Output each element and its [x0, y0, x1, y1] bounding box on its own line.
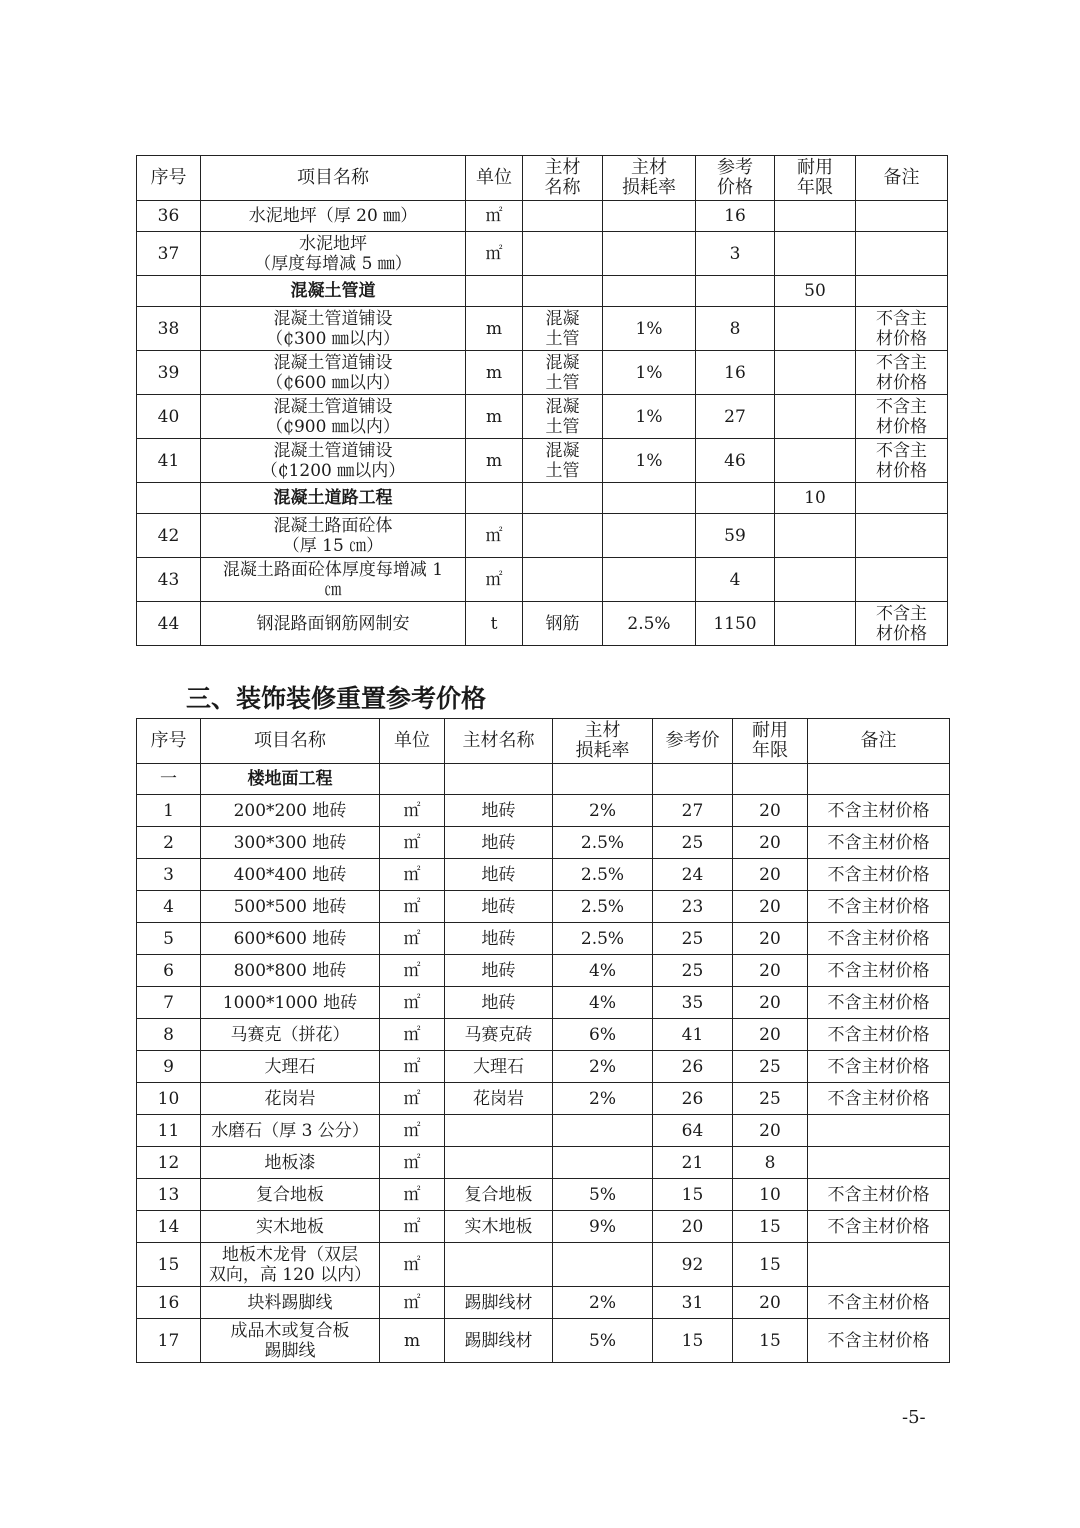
reference-price-cell	[696, 483, 775, 514]
loss-rate-cell: 4%	[553, 955, 653, 987]
material-name-cell	[523, 232, 603, 276]
row-number-cell: 38	[137, 307, 201, 351]
row-number-cell: 8	[137, 1019, 201, 1051]
service-life-cell: 20	[733, 827, 808, 859]
material-name-cell: 钢筋	[523, 602, 603, 646]
table-row	[137, 1147, 950, 1179]
item-name-cell: 水磨石（厚 3 公分）	[201, 1115, 380, 1147]
material-name-cell: 踢脚线材	[445, 1287, 553, 1319]
item-name-cell: 花岗岩	[201, 1083, 380, 1115]
reference-price-cell: 15	[653, 1319, 733, 1363]
reference-price-cell: 20	[653, 1211, 733, 1243]
table-row	[137, 795, 950, 827]
page-number: -5-	[902, 1407, 926, 1428]
service-life-cell: 8	[733, 1147, 808, 1179]
reference-price-cell: 64	[653, 1115, 733, 1147]
row-number-cell: 7	[137, 987, 201, 1019]
reference-price-table-1	[136, 155, 948, 646]
item-name-cell: 200*200 地砖	[201, 795, 380, 827]
reference-price-cell: 3	[696, 232, 775, 276]
item-name-cell: 混凝土管道铺设 （₵600 ㎜以内）	[201, 351, 466, 395]
row-number-cell: 4	[137, 891, 201, 923]
service-life-cell: 20	[733, 955, 808, 987]
table-row	[137, 602, 948, 646]
remark-cell	[856, 201, 948, 232]
service-life-cell: 25	[733, 1083, 808, 1115]
row-number-cell: 39	[137, 351, 201, 395]
reference-price-cell: 16	[696, 351, 775, 395]
unit-cell: m	[466, 351, 523, 395]
group-row	[137, 764, 950, 795]
material-name-cell: 地砖	[445, 827, 553, 859]
row-number-cell: 17	[137, 1319, 201, 1363]
row-number-cell: 9	[137, 1051, 201, 1083]
service-life-cell	[775, 307, 856, 351]
service-life-cell: 15	[733, 1243, 808, 1287]
unit-cell	[466, 483, 523, 514]
unit-cell: ㎡	[380, 795, 445, 827]
service-life-cell: 20	[733, 987, 808, 1019]
unit-cell: ㎡	[380, 1051, 445, 1083]
reference-price-cell: 24	[653, 859, 733, 891]
row-number-cell: 44	[137, 602, 201, 646]
service-life-cell	[775, 232, 856, 276]
service-life-cell: 10	[733, 1179, 808, 1211]
unit-cell: ㎡	[380, 1243, 445, 1287]
table-row	[137, 439, 948, 483]
remark-cell: 不含主 材价格	[856, 351, 948, 395]
remark-cell: 不含主材价格	[808, 1051, 950, 1083]
unit-cell: ㎡	[380, 1083, 445, 1115]
table-row	[137, 1243, 950, 1287]
loss-rate-cell: 1%	[603, 395, 696, 439]
table-row	[137, 307, 948, 351]
row-number-cell: 11	[137, 1115, 201, 1147]
unit-cell: ㎡	[380, 987, 445, 1019]
table-row	[137, 201, 948, 232]
remark-cell: 不含主材价格	[808, 795, 950, 827]
item-name-cell: 混凝土管道铺设 （₵900 ㎜以内）	[201, 395, 466, 439]
unit-cell: ㎡	[466, 201, 523, 232]
loss-rate-cell: 2.5%	[553, 891, 653, 923]
column-header-service-life: 耐用 年限	[733, 719, 808, 764]
table-row	[137, 859, 950, 891]
row-number-cell	[137, 483, 201, 514]
material-name-cell	[523, 558, 603, 602]
row-number-cell: 16	[137, 1287, 201, 1319]
material-name-cell	[523, 514, 603, 558]
loss-rate-cell: 9%	[553, 1211, 653, 1243]
row-number-cell: 2	[137, 827, 201, 859]
table-row	[137, 558, 948, 602]
table-row	[137, 923, 950, 955]
service-life-cell: 20	[733, 795, 808, 827]
unit-cell: ㎡	[380, 1287, 445, 1319]
item-name-cell: 400*400 地砖	[201, 859, 380, 891]
item-name-cell: 马赛克（拼花）	[201, 1019, 380, 1051]
item-name-cell: 混凝土路面砼体厚度每增减 1 ㎝	[201, 558, 466, 602]
remark-cell: 不含主材价格	[808, 1083, 950, 1115]
item-name-cell: 大理石	[201, 1051, 380, 1083]
remark-cell	[808, 1147, 950, 1179]
remark-cell: 不含主 材价格	[856, 602, 948, 646]
reference-price-cell: 31	[653, 1287, 733, 1319]
reference-price-cell: 25	[653, 923, 733, 955]
column-header-remark: 备注	[808, 719, 950, 764]
loss-rate-cell: 2.5%	[553, 923, 653, 955]
table-row	[137, 1319, 950, 1363]
reference-price-cell	[653, 764, 733, 795]
remark-cell: 不含主 材价格	[856, 439, 948, 483]
remark-cell	[856, 276, 948, 307]
column-header-row-number: 序号	[137, 156, 201, 201]
row-number-cell: 10	[137, 1083, 201, 1115]
material-name-cell: 地砖	[445, 987, 553, 1019]
service-life-cell: 15	[733, 1211, 808, 1243]
remark-cell: 不含主材价格	[808, 827, 950, 859]
remark-cell: 不含主材价格	[808, 1179, 950, 1211]
material-name-cell: 地砖	[445, 795, 553, 827]
column-header-material-name: 主材名称	[445, 719, 553, 764]
reference-price-cell: 27	[696, 395, 775, 439]
unit-cell: ㎡	[380, 923, 445, 955]
column-header-item-name: 项目名称	[201, 719, 380, 764]
remark-cell: 不含主材价格	[808, 1319, 950, 1363]
table-row	[137, 1051, 950, 1083]
reference-price-cell: 35	[653, 987, 733, 1019]
unit-cell: ㎡	[380, 827, 445, 859]
reference-price-cell: 16	[696, 201, 775, 232]
unit-cell: ㎡	[466, 514, 523, 558]
reference-price-table-2	[136, 718, 950, 1363]
item-name-cell: 混凝土管道铺设 （₵300 ㎜以内）	[201, 307, 466, 351]
reference-price-cell: 26	[653, 1083, 733, 1115]
remark-cell: 不含主材价格	[808, 987, 950, 1019]
item-name-cell: 复合地板	[201, 1179, 380, 1211]
remark-cell	[856, 558, 948, 602]
loss-rate-cell: 2.5%	[603, 602, 696, 646]
item-name-cell: 地板漆	[201, 1147, 380, 1179]
row-number-cell: 12	[137, 1147, 201, 1179]
row-number-cell	[137, 276, 201, 307]
item-name-cell: 块料踢脚线	[201, 1287, 380, 1319]
unit-cell: ㎡	[380, 1019, 445, 1051]
service-life-cell: 50	[775, 276, 856, 307]
remark-cell	[808, 1243, 950, 1287]
loss-rate-cell: 1%	[603, 439, 696, 483]
loss-rate-cell	[603, 276, 696, 307]
reference-price-cell: 41	[653, 1019, 733, 1051]
material-name-cell: 地砖	[445, 923, 553, 955]
loss-rate-cell: 4%	[553, 987, 653, 1019]
remark-cell: 不含主材价格	[808, 1211, 950, 1243]
reference-price-cell: 1150	[696, 602, 775, 646]
row-number-cell: 15	[137, 1243, 201, 1287]
row-number-cell: 1	[137, 795, 201, 827]
loss-rate-cell: 1%	[603, 307, 696, 351]
material-name-cell	[523, 276, 603, 307]
table-row	[137, 232, 948, 276]
service-life-cell	[775, 395, 856, 439]
table-row	[137, 395, 948, 439]
table-row	[137, 955, 950, 987]
table-row	[137, 891, 950, 923]
column-header-item-name: 项目名称	[201, 156, 466, 201]
material-name-cell: 复合地板	[445, 1179, 553, 1211]
item-name-cell: 混凝土路面砼体 （厚 15 ㎝）	[201, 514, 466, 558]
column-header-unit: 单位	[380, 719, 445, 764]
row-number-cell: 37	[137, 232, 201, 276]
table-row	[137, 1211, 950, 1243]
service-life-cell	[775, 439, 856, 483]
service-life-cell	[775, 351, 856, 395]
column-header-remark: 备注	[856, 156, 948, 201]
column-header-reference-price: 参考价	[653, 719, 733, 764]
table-row	[137, 1287, 950, 1319]
unit-cell: ㎡	[380, 1147, 445, 1179]
unit-cell: t	[466, 602, 523, 646]
loss-rate-cell: 5%	[553, 1179, 653, 1211]
loss-rate-cell	[553, 1115, 653, 1147]
row-number-cell: 40	[137, 395, 201, 439]
row-number-cell: 3	[137, 859, 201, 891]
row-number-cell: 14	[137, 1211, 201, 1243]
item-name-cell: 实木地板	[201, 1211, 380, 1243]
row-number-cell: 一	[137, 764, 201, 795]
service-life-cell	[733, 764, 808, 795]
item-name-cell: 混凝土管道	[201, 276, 466, 307]
reference-price-cell: 46	[696, 439, 775, 483]
material-name-cell: 实木地板	[445, 1211, 553, 1243]
table-row	[137, 1115, 950, 1147]
unit-cell: ㎡	[380, 1211, 445, 1243]
material-name-cell: 马赛克砖	[445, 1019, 553, 1051]
loss-rate-cell	[603, 558, 696, 602]
row-number-cell: 6	[137, 955, 201, 987]
unit-cell: ㎡	[466, 558, 523, 602]
loss-rate-cell	[553, 1243, 653, 1287]
service-life-cell: 20	[733, 1287, 808, 1319]
column-header-row-number: 序号	[137, 719, 201, 764]
material-name-cell: 混凝 土管	[523, 307, 603, 351]
material-name-cell	[445, 764, 553, 795]
table-row	[137, 351, 948, 395]
reference-price-cell: 25	[653, 827, 733, 859]
reference-price-cell: 8	[696, 307, 775, 351]
service-life-cell: 20	[733, 923, 808, 955]
material-name-cell	[523, 201, 603, 232]
item-name-cell: 300*300 地砖	[201, 827, 380, 859]
remark-cell: 不含主材价格	[808, 955, 950, 987]
loss-rate-cell: 6%	[553, 1019, 653, 1051]
item-name-cell: 混凝土道路工程	[201, 483, 466, 514]
unit-cell: m	[380, 1319, 445, 1363]
service-life-cell: 10	[775, 483, 856, 514]
material-name-cell: 混凝 土管	[523, 439, 603, 483]
row-number-cell: 42	[137, 514, 201, 558]
reference-price-cell: 21	[653, 1147, 733, 1179]
material-name-cell	[445, 1115, 553, 1147]
unit-cell: ㎡	[380, 1179, 445, 1211]
loss-rate-cell	[603, 514, 696, 558]
unit-cell	[466, 276, 523, 307]
unit-cell: ㎡	[380, 1115, 445, 1147]
group-row	[137, 483, 948, 514]
table-header-row	[137, 156, 948, 201]
remark-cell	[856, 514, 948, 558]
remark-cell	[808, 1115, 950, 1147]
column-header-unit: 单位	[466, 156, 523, 201]
remark-cell	[808, 764, 950, 795]
column-header-loss-rate: 主材 损耗率	[553, 719, 653, 764]
material-name-cell: 地砖	[445, 859, 553, 891]
unit-cell: ㎡	[466, 232, 523, 276]
unit-cell: ㎡	[380, 955, 445, 987]
unit-cell: m	[466, 395, 523, 439]
remark-cell	[856, 232, 948, 276]
material-name-cell	[445, 1147, 553, 1179]
material-name-cell: 混凝 土管	[523, 351, 603, 395]
service-life-cell: 20	[733, 859, 808, 891]
loss-rate-cell: 2%	[553, 1083, 653, 1115]
material-name-cell: 踢脚线材	[445, 1319, 553, 1363]
unit-cell: m	[466, 307, 523, 351]
remark-cell: 不含主材价格	[808, 891, 950, 923]
service-life-cell	[775, 602, 856, 646]
loss-rate-cell: 2%	[553, 1051, 653, 1083]
column-header-reference-price: 参考 价格	[696, 156, 775, 201]
row-number-cell: 36	[137, 201, 201, 232]
remark-cell	[856, 483, 948, 514]
item-name-cell: 1000*1000 地砖	[201, 987, 380, 1019]
unit-cell: ㎡	[380, 891, 445, 923]
unit-cell	[380, 764, 445, 795]
material-name-cell: 大理石	[445, 1051, 553, 1083]
reference-price-cell: 26	[653, 1051, 733, 1083]
item-name-cell: 水泥地坪 （厚度每增减 5 ㎜）	[201, 232, 466, 276]
loss-rate-cell: 2%	[553, 795, 653, 827]
item-name-cell: 600*600 地砖	[201, 923, 380, 955]
item-name-cell: 500*500 地砖	[201, 891, 380, 923]
service-life-cell: 25	[733, 1051, 808, 1083]
item-name-cell: 成品木或复合板 踢脚线	[201, 1319, 380, 1363]
item-name-cell: 800*800 地砖	[201, 955, 380, 987]
loss-rate-cell	[603, 483, 696, 514]
remark-cell: 不含主材价格	[808, 1287, 950, 1319]
reference-price-cell: 4	[696, 558, 775, 602]
loss-rate-cell: 5%	[553, 1319, 653, 1363]
service-life-cell: 20	[733, 1115, 808, 1147]
service-life-cell: 20	[733, 891, 808, 923]
material-name-cell: 混凝 土管	[523, 395, 603, 439]
service-life-cell	[775, 558, 856, 602]
loss-rate-cell	[553, 1147, 653, 1179]
reference-price-cell: 59	[696, 514, 775, 558]
service-life-cell	[775, 201, 856, 232]
reference-price-cell: 15	[653, 1179, 733, 1211]
unit-cell: ㎡	[380, 859, 445, 891]
table-row	[137, 514, 948, 558]
row-number-cell: 13	[137, 1179, 201, 1211]
service-life-cell: 15	[733, 1319, 808, 1363]
service-life-cell	[775, 514, 856, 558]
column-header-loss-rate: 主材 损耗率	[603, 156, 696, 201]
material-name-cell: 地砖	[445, 955, 553, 987]
loss-rate-cell	[553, 764, 653, 795]
loss-rate-cell	[603, 201, 696, 232]
table-row	[137, 987, 950, 1019]
table-row	[137, 827, 950, 859]
unit-cell: m	[466, 439, 523, 483]
material-name-cell: 花岗岩	[445, 1083, 553, 1115]
remark-cell: 不含主 材价格	[856, 307, 948, 351]
remark-cell: 不含主材价格	[808, 923, 950, 955]
loss-rate-cell: 2.5%	[553, 859, 653, 891]
reference-price-cell	[696, 276, 775, 307]
column-header-service-life: 耐用 年限	[775, 156, 856, 201]
reference-price-cell: 27	[653, 795, 733, 827]
material-name-cell	[523, 483, 603, 514]
reference-price-cell: 23	[653, 891, 733, 923]
remark-cell: 不含主材价格	[808, 1019, 950, 1051]
table-row	[137, 1083, 950, 1115]
reference-price-cell: 92	[653, 1243, 733, 1287]
row-number-cell: 5	[137, 923, 201, 955]
item-name-cell: 地板木龙骨（双层 双向，高 120 以内）	[201, 1243, 380, 1287]
table-header-row	[137, 719, 950, 764]
table-row	[137, 1019, 950, 1051]
item-name-cell: 混凝土管道铺设 （₵1200 ㎜以内）	[201, 439, 466, 483]
material-name-cell: 地砖	[445, 891, 553, 923]
reference-price-cell: 25	[653, 955, 733, 987]
service-life-cell: 20	[733, 1019, 808, 1051]
remark-cell: 不含主材价格	[808, 859, 950, 891]
section-title: 三、装饰装修重置参考价格	[186, 684, 487, 713]
item-name-cell: 水泥地坪（厚 20 ㎜）	[201, 201, 466, 232]
remark-cell: 不含主 材价格	[856, 395, 948, 439]
loss-rate-cell: 2%	[553, 1287, 653, 1319]
loss-rate-cell	[603, 232, 696, 276]
row-number-cell: 43	[137, 558, 201, 602]
table-row	[137, 1179, 950, 1211]
item-name-cell: 楼地面工程	[201, 764, 380, 795]
row-number-cell: 41	[137, 439, 201, 483]
column-header-material-name: 主材 名称	[523, 156, 603, 201]
group-row	[137, 276, 948, 307]
loss-rate-cell: 2.5%	[553, 827, 653, 859]
material-name-cell	[445, 1243, 553, 1287]
loss-rate-cell: 1%	[603, 351, 696, 395]
item-name-cell: 钢混路面钢筋网制安	[201, 602, 466, 646]
